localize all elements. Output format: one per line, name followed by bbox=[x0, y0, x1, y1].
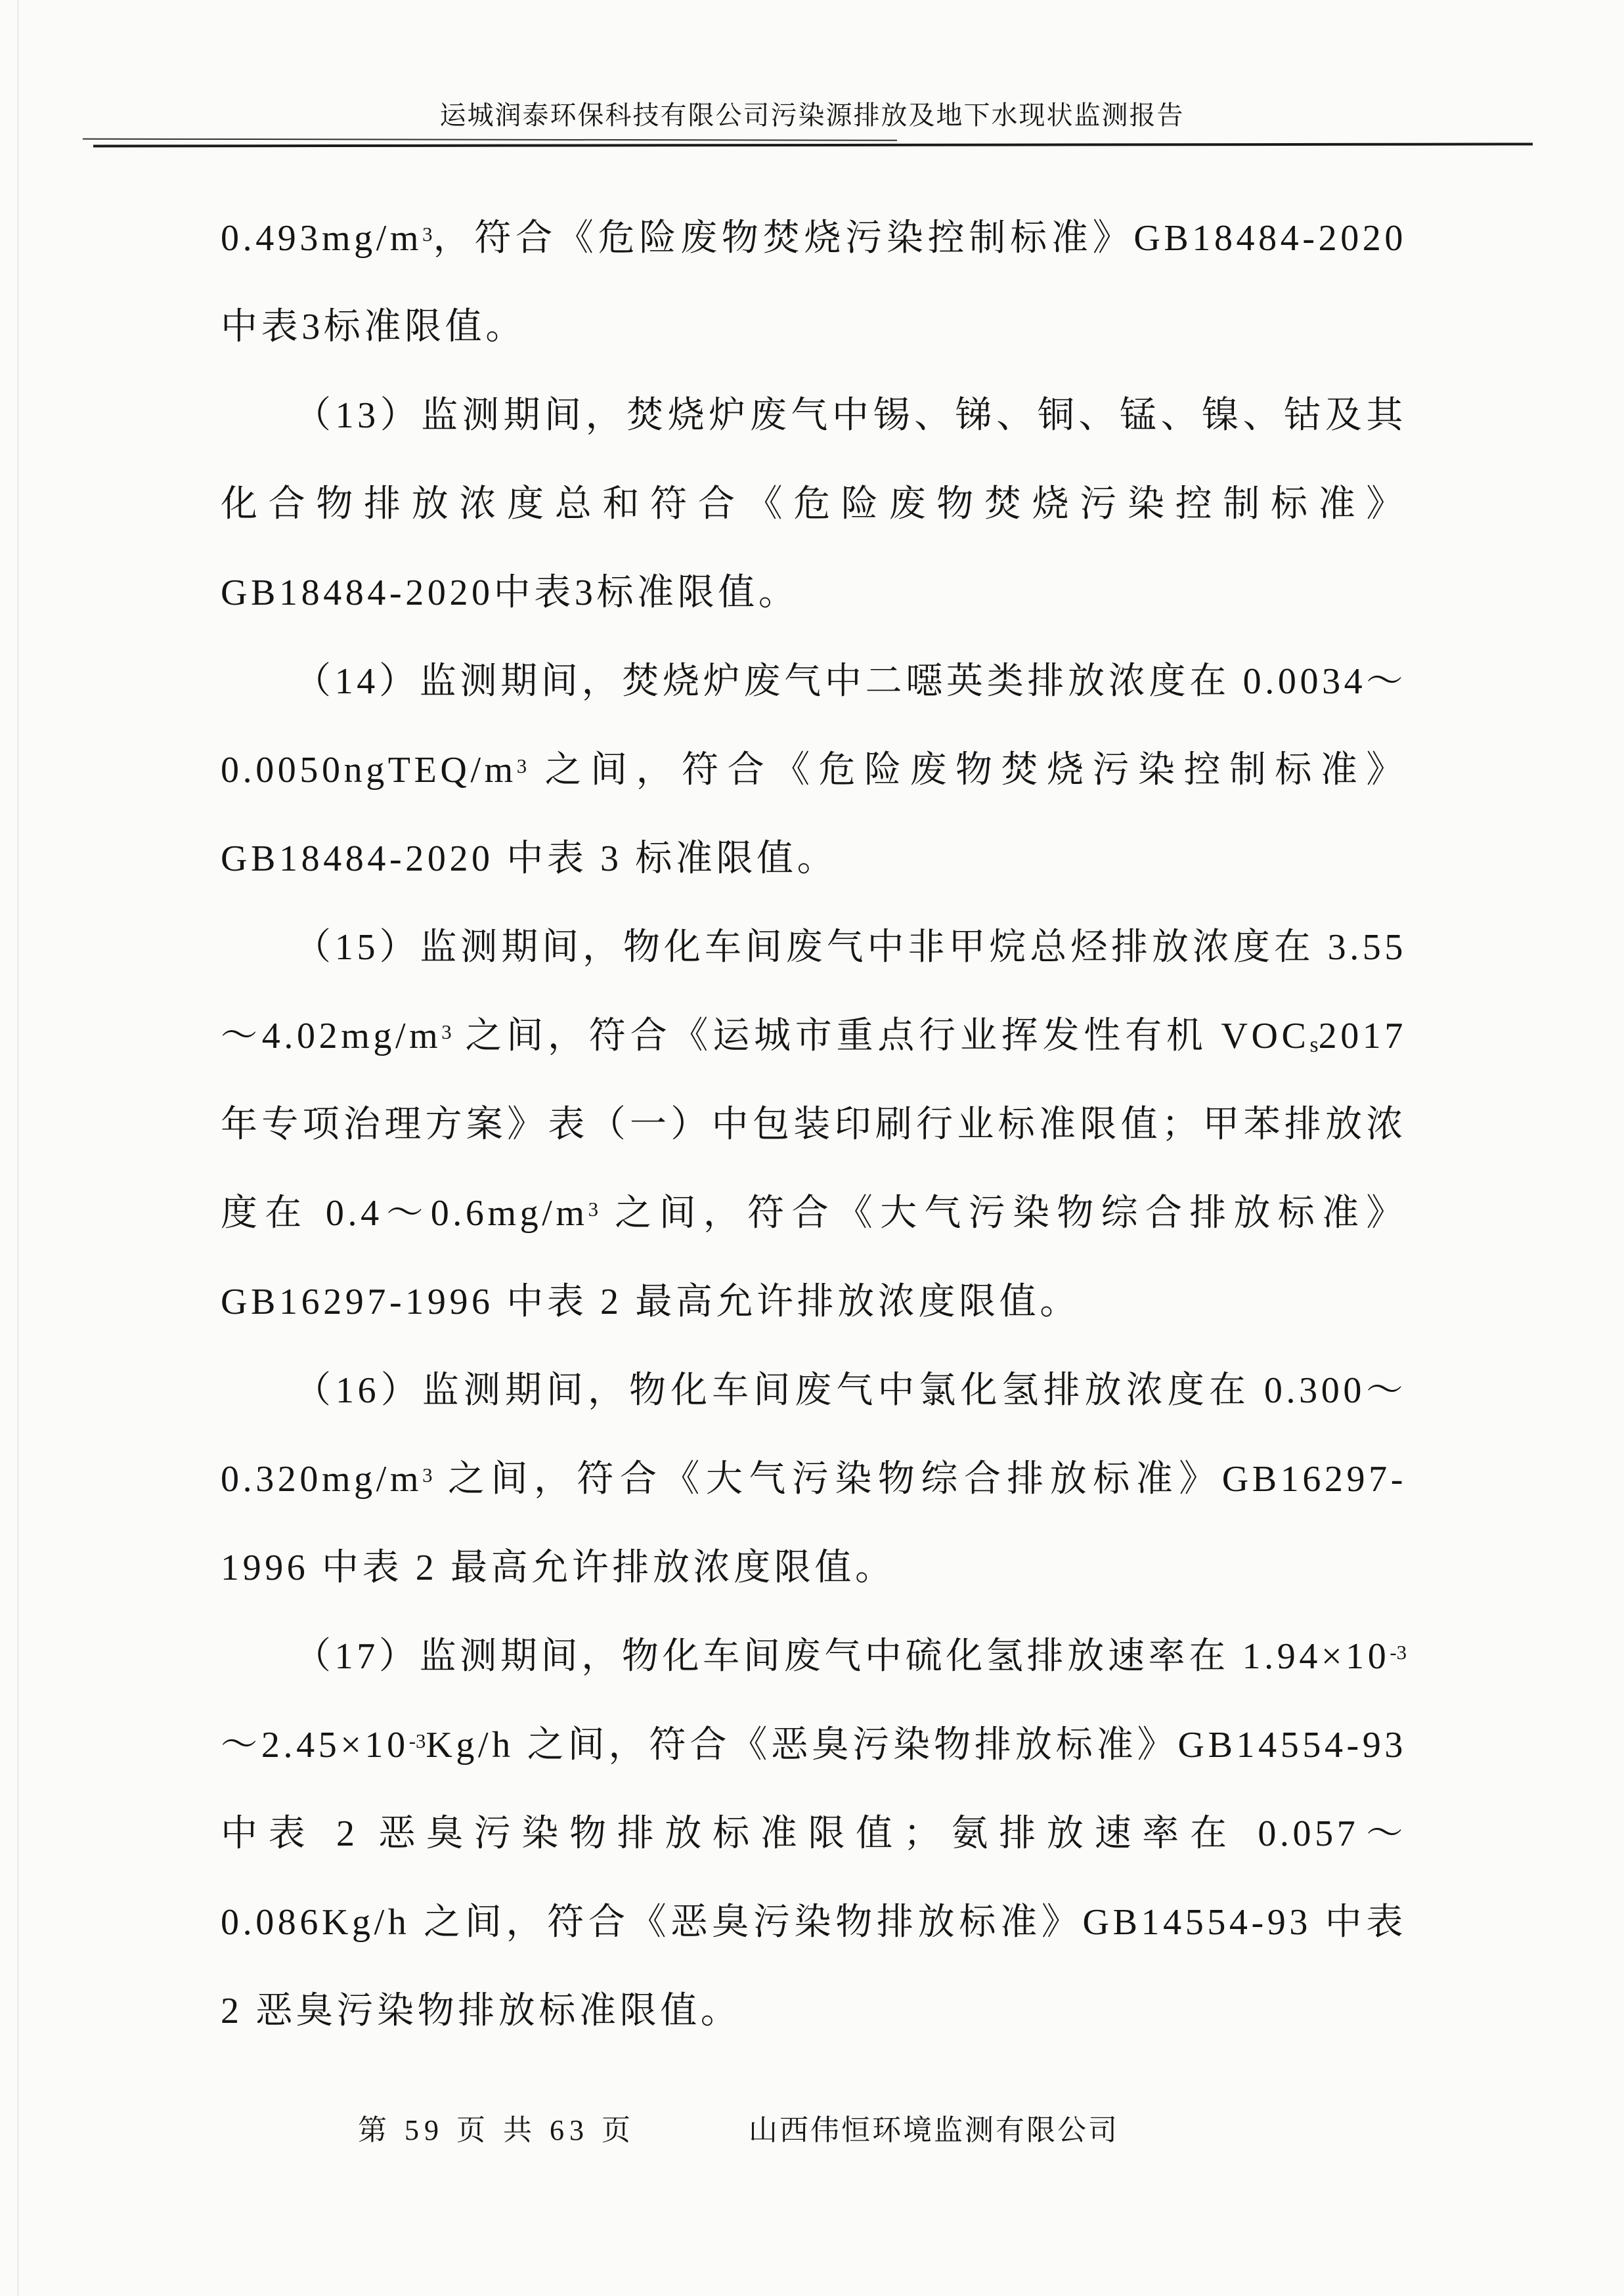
subscript: s bbox=[1309, 1033, 1319, 1058]
report-header-title: 运城润泰环保科技有限公司污染源排放及地下水现状监测报告 bbox=[439, 100, 1185, 130]
text-run: 0.493mg/m bbox=[221, 218, 423, 259]
text-run: 之间，符合《大气污染物综合排放标准》GB16297-1996 中表 2 最高允许排放浓度限值。 bbox=[221, 1193, 1407, 1322]
page-footer bbox=[0, 2106, 1624, 2159]
superscript: 3 bbox=[441, 1021, 452, 1044]
superscript: -3 bbox=[408, 1730, 426, 1753]
text-run: （13）监测期间，焚烧炉废气中锡、锑、铜、锰、镍、钴及其化合物排放浓度总和符合《危险废物焚烧污染控制标准》GB18484-2020中表3标准限值。 bbox=[221, 395, 1407, 613]
text-run: 之间，符合《大气污染物综合排放标准》GB16297-1996 中表 2 最高允许排放浓度限值。 bbox=[221, 1459, 1407, 1588]
body-paragraph bbox=[221, 638, 1407, 903]
superscript: -3 bbox=[1390, 1641, 1407, 1664]
text-run: 2017 年专项治理方案》表（一）中包装印刷行业标准限值；甲苯排放浓度在 0.4～0.6mg/m bbox=[221, 1016, 1407, 1234]
report-body bbox=[221, 194, 1407, 2056]
header-underline bbox=[93, 142, 1533, 147]
scan-edge-artifact bbox=[17, 0, 19, 2296]
superscript: 3 bbox=[422, 1464, 433, 1487]
text-run: （17）监测期间，物化车间废气中硫化氢排放速率在 1.94×10 bbox=[294, 1636, 1390, 1677]
text-run: ，符合《危险废物焚烧污染控制标准》GB18484-2020中表3标准限值。 bbox=[221, 218, 1407, 347]
text-run: （14）监测期间，焚烧炉废气中二噁英类排放浓度在 0.0034～0.0050ngTEQ/m bbox=[221, 661, 1407, 791]
body-paragraph bbox=[221, 903, 1407, 1347]
footer-company-name: 山西伟恒环境监测有限公司 bbox=[749, 2114, 1119, 2146]
text-run: （16）监测期间，物化车间废气中氯化氢排放浓度在 0.300～0.320mg/m bbox=[221, 1370, 1407, 1500]
text-run: Kg/h 之间，符合《恶臭污染物排放标准》GB14554-93 中表 2 恶臭污染物排放标准限值；氨排放速率在 0.057～0.086Kg/h 之间，符合《恶臭污染物排放标准》GB14554-93 中表 2 恶臭污染物排放标准限值。 bbox=[221, 1725, 1407, 2031]
text-run: （15）监测期间，物化车间废气中非甲烷总烃排放浓度在 3.55～4.02mg/m bbox=[221, 927, 1407, 1056]
body-paragraph bbox=[221, 194, 1407, 372]
superscript: 3 bbox=[516, 755, 527, 778]
superscript: 3 bbox=[422, 223, 433, 246]
text-run: 之间，符合《运城市重点行业挥发性有机 VOC bbox=[451, 1016, 1310, 1056]
superscript: 3 bbox=[588, 1198, 598, 1221]
body-paragraph bbox=[221, 1347, 1407, 1613]
page-number: 第 59 页 共 63 页 bbox=[358, 2114, 636, 2146]
text-run: 之间，符合《危险废物焚烧污染控制标准》GB18484-2020 中表 3 标准限值。 bbox=[221, 750, 1407, 879]
body-paragraph bbox=[221, 1613, 1407, 2056]
text-run: ～2.45×10 bbox=[221, 1725, 409, 1765]
body-paragraph bbox=[221, 372, 1407, 638]
